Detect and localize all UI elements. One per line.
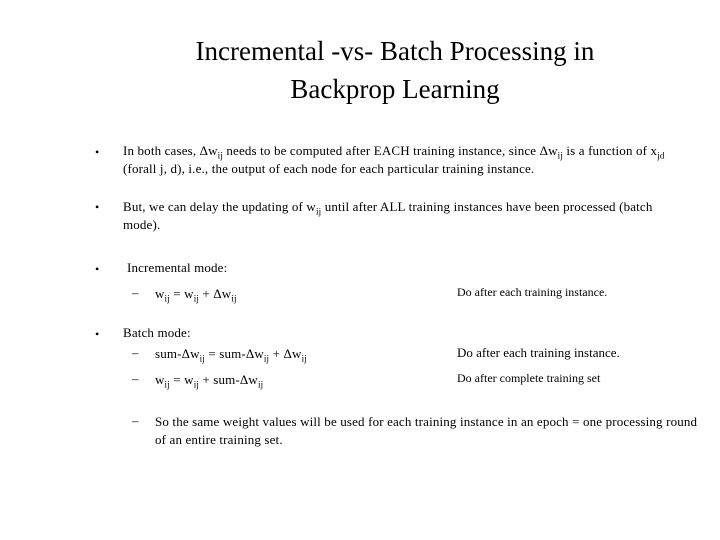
bullet-2-text [123, 198, 683, 233]
formula-part: sum-Δw [155, 346, 200, 361]
formula-sub: ij [199, 353, 205, 364]
formula-sub: ij [193, 293, 199, 304]
batch-dash-3: – [132, 413, 139, 428]
incremental-mode-label: Incremental mode: [127, 260, 228, 275]
batch-item-3: So the same weight values will be used for each training instance in an epoch = one processing round of an entire training set. [155, 414, 698, 447]
formula-part: + Δw [269, 346, 302, 361]
batch-note-1: Do after each training instance. [457, 345, 620, 360]
b1-part: In both cases, Δw [123, 143, 218, 158]
b2-part: until after ALL training instances have been processed (batch mode). [123, 199, 653, 232]
formula-sub: ij [263, 353, 270, 364]
bullet-3-marker: • [95, 262, 100, 276]
b2-sub: ij [315, 206, 322, 217]
b1-part: needs to be computed after EACH training instance, since Δw [222, 143, 558, 158]
bullet-4-marker: • [95, 327, 100, 341]
formula-part: = w [169, 372, 194, 387]
title-line-2: Backprop Learning [290, 74, 500, 104]
b1-part: (forall j, d), i.e., the output of each node for each particular training instance. [123, 160, 535, 176]
b1-sub: ij [217, 150, 223, 161]
formula-sub: ij [257, 379, 264, 390]
formula-sub: ij [231, 293, 237, 304]
bullet-2-marker: • [95, 200, 100, 214]
formula-part: + sum-Δw [199, 372, 258, 387]
incremental-dash: – [132, 285, 139, 300]
batch-note-2: Do after complete training set [457, 371, 601, 385]
formula-sub: ij [301, 353, 307, 364]
bullet-1-text [123, 142, 693, 177]
b2-part: But, we can delay the updating of w [123, 199, 316, 214]
b1-part: is a function of x [562, 143, 658, 158]
batch-dash-2: – [132, 371, 139, 386]
formula-sub: ij [164, 379, 170, 390]
b1-sub: jd [657, 150, 665, 161]
formula-part: w [155, 372, 165, 387]
incremental-note: Do after each training instance. [457, 285, 608, 299]
batch-formula-1 [155, 345, 307, 363]
formula-part: = sum-Δw [204, 346, 264, 361]
formula-sub: ij [193, 379, 199, 390]
incremental-formula [155, 285, 237, 303]
formula-sub: ij [164, 293, 170, 304]
b1-sub: ij [557, 150, 563, 161]
batch-formula-2 [155, 371, 263, 389]
formula-part: w [155, 286, 165, 301]
formula-part: = w [169, 286, 194, 301]
bullet-1-marker: • [95, 145, 100, 159]
formula-part: + Δw [199, 286, 232, 301]
title-line-1: Incremental -vs- Batch Processing in [195, 36, 595, 66]
slide-title [110, 32, 680, 108]
batch-mode-label: Batch mode: [123, 325, 191, 340]
batch-dash-1: – [132, 345, 139, 360]
